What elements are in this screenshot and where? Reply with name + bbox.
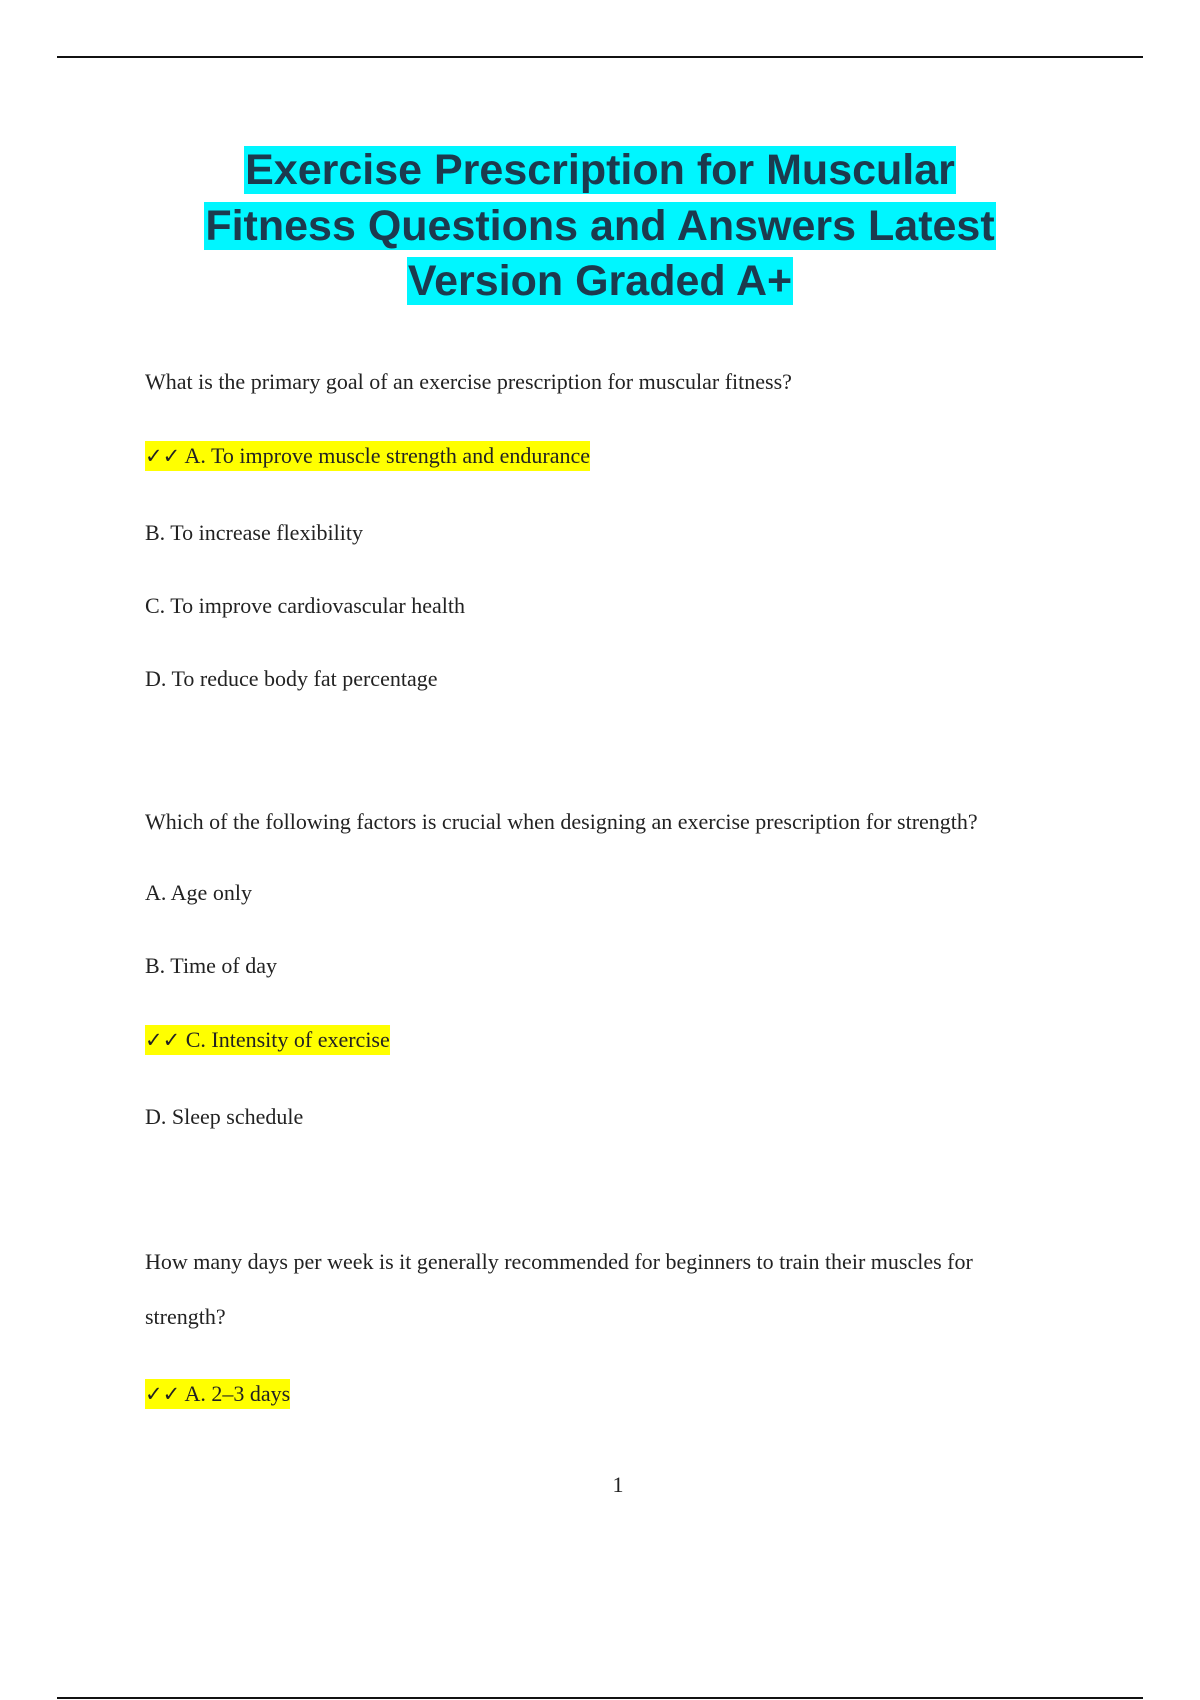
question-2-option-d: D. Sleep schedule <box>145 1104 304 1129</box>
question-2-option-b: B. Time of day <box>145 953 278 978</box>
page-number: 1 <box>612 1472 624 1497</box>
question-1-prompt: What is the primary goal of an exercise prescription for muscular fitness? <box>145 369 792 394</box>
footer-rule <box>57 1697 1143 1699</box>
option-label: A. 2–3 days <box>184 1381 291 1406</box>
document-title <box>120 143 1080 310</box>
title-line: Fitness Questions and Answers Latest <box>205 201 995 250</box>
question-2-option-a: A. Age only <box>145 880 252 905</box>
double-check-icon: ✓✓ <box>145 1382 181 1406</box>
title-line: Version Graded A+ <box>407 257 793 305</box>
title-line: Exercise Prescription for Muscular <box>245 146 955 194</box>
question-1-option-c: C. To improve cardiovascular health <box>145 593 466 618</box>
double-check-icon: ✓✓ <box>145 444 181 468</box>
answer-highlight <box>145 1025 390 1055</box>
question-1-option-d: D. To reduce body fat percentage <box>145 666 438 691</box>
question-3-option-a-correct <box>145 1380 290 1408</box>
question-3-prompt-line-1: How many days per week is it generally recommended for beginners to train their muscles for <box>145 1249 973 1274</box>
option-label: C. Intensity of exercise <box>185 1027 390 1052</box>
question-1-option-b: B. To increase flexibility <box>145 520 364 545</box>
header-rule <box>57 56 1143 58</box>
answer-highlight <box>145 1379 290 1409</box>
answer-highlight <box>145 441 590 471</box>
question-2-prompt: Which of the following factors is crucial when designing an exercise prescription for strength? <box>145 809 978 834</box>
option-label: A. To improve muscle strength and endurance <box>184 443 591 468</box>
double-check-icon: ✓✓ <box>145 1028 181 1052</box>
question-1-option-a-correct <box>145 442 590 470</box>
question-3-prompt-line-2: strength? <box>145 1304 226 1329</box>
question-2-option-c-correct <box>145 1026 390 1054</box>
